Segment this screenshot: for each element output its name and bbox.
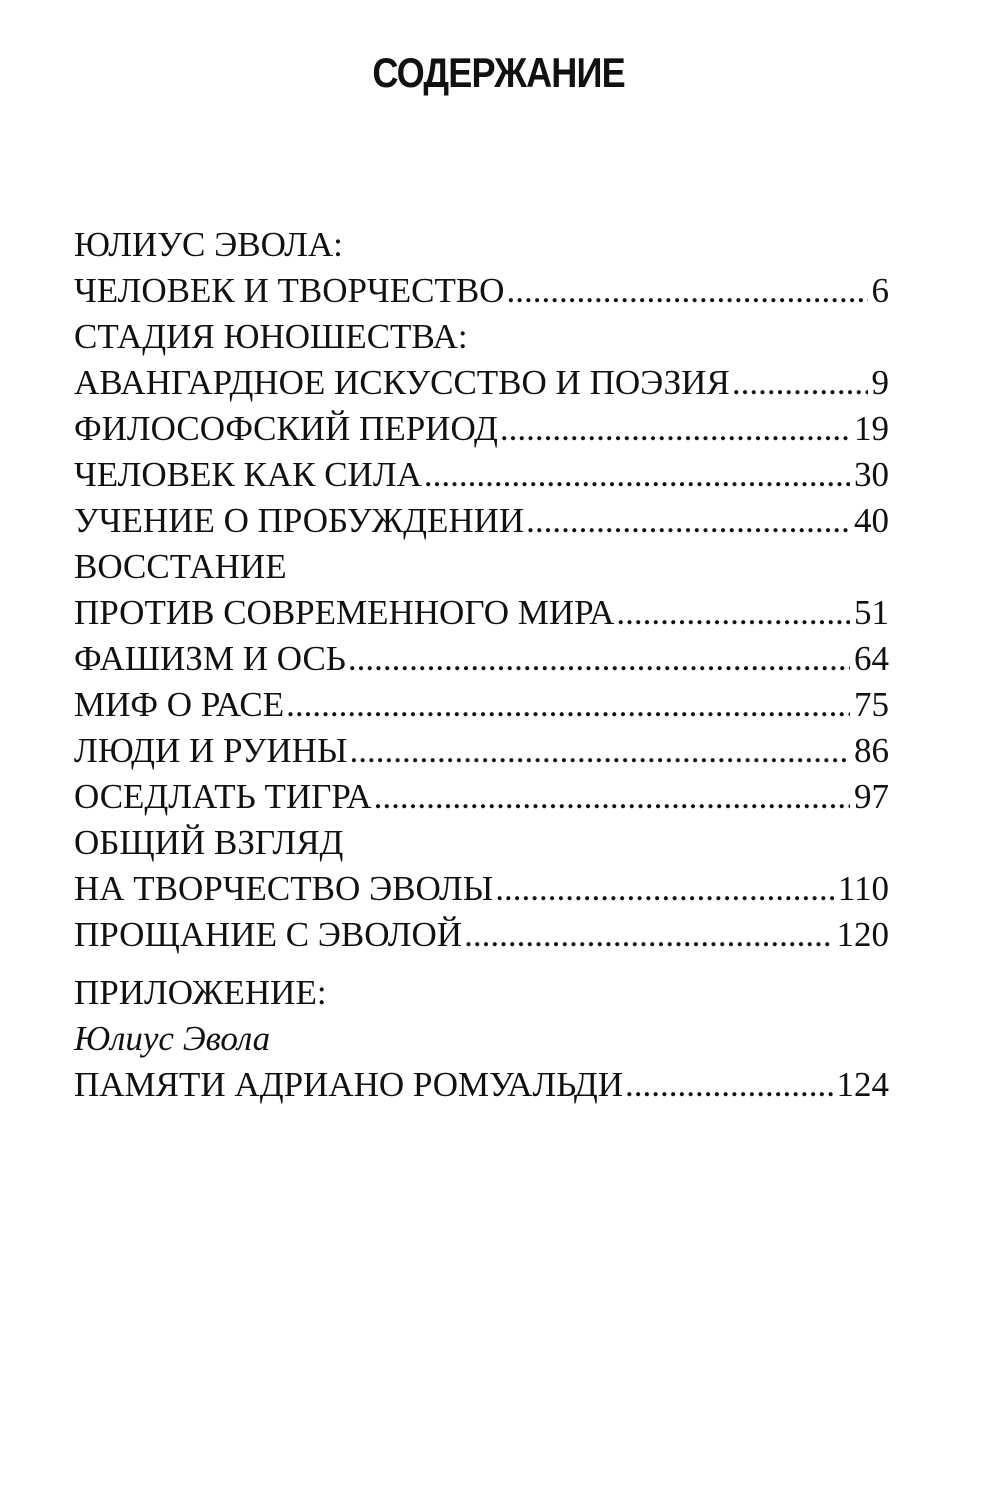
page-number: 9 bbox=[871, 363, 889, 402]
toc-entry bbox=[74, 636, 889, 682]
dot-leader bbox=[500, 406, 850, 452]
dot-leader bbox=[616, 590, 850, 636]
toc-entry-final-line bbox=[74, 268, 889, 314]
toc-entry-final-line bbox=[74, 636, 889, 682]
toc-entry-final-line bbox=[74, 406, 889, 452]
dot-leader bbox=[526, 498, 850, 544]
toc-entry-final-line bbox=[74, 728, 889, 774]
toc-appendix bbox=[74, 970, 889, 1108]
toc-entry bbox=[74, 314, 889, 406]
page-title: СОДЕРЖАНИЕ bbox=[372, 49, 625, 96]
dot-leader bbox=[374, 774, 850, 820]
toc-entry bbox=[74, 682, 889, 728]
toc-entry-final-line bbox=[74, 452, 889, 498]
dot-leader bbox=[464, 912, 832, 958]
page-number: 124 bbox=[836, 1065, 889, 1104]
page-number: 40 bbox=[854, 501, 889, 540]
page-number: 19 bbox=[854, 409, 889, 448]
toc-entry-title: ЧЕЛОВЕК И ТВОРЧЕСТВО bbox=[74, 271, 505, 310]
toc-entry-line: СТАДИЯ ЮНОШЕСТВА: bbox=[74, 317, 468, 356]
page-number: 120 bbox=[836, 915, 889, 954]
toc-entry bbox=[74, 774, 889, 820]
toc-entry-final-line bbox=[74, 774, 889, 820]
toc-entry-title: ЛЮДИ И РУИНЫ bbox=[74, 731, 348, 770]
appendix-heading: ПРИЛОЖЕНИЕ: bbox=[74, 973, 327, 1012]
toc-entry-line: ВОССТАНИЕ bbox=[74, 547, 287, 586]
toc-entry-title: НА ТВОРЧЕСТВО ЭВОЛЫ bbox=[74, 869, 494, 908]
toc-entry-title: ОСЕДЛАТЬ ТИГРА bbox=[74, 777, 372, 816]
toc-entry-final-line bbox=[74, 682, 889, 728]
toc-entry-title: ФИЛОСОФСКИЙ ПЕРИОД bbox=[74, 409, 498, 448]
toc-entry-title: ПАМЯТИ АДРИАНО РОМУАЛЬДИ bbox=[74, 1065, 623, 1104]
page-number: 6 bbox=[871, 271, 889, 310]
toc-entry-title: УЧЕНИЕ О ПРОБУЖДЕНИИ bbox=[74, 501, 525, 540]
page-number: 75 bbox=[854, 685, 889, 724]
toc-entry bbox=[74, 912, 889, 958]
page-number: 110 bbox=[837, 869, 889, 908]
dot-leader bbox=[349, 728, 850, 774]
page-number: 30 bbox=[854, 455, 889, 494]
toc-entry bbox=[74, 820, 889, 912]
toc-entry-title: МИФ О РАСЕ bbox=[74, 685, 285, 724]
toc-entry-title: ПРОТИВ СОВРЕМЕННОГО МИРА bbox=[74, 593, 615, 632]
page-number: 97 bbox=[854, 777, 889, 816]
toc-entry-final-line bbox=[74, 498, 889, 544]
toc-entry-line: ОБЩИЙ ВЗГЛЯД bbox=[74, 823, 344, 862]
toc-entry-title: ЧЕЛОВЕК КАК СИЛА bbox=[74, 455, 422, 494]
toc-entry-final-line bbox=[74, 360, 889, 406]
dot-leader bbox=[495, 866, 834, 912]
dot-leader bbox=[732, 360, 868, 406]
dot-leader bbox=[286, 682, 850, 728]
toc-entry bbox=[74, 452, 889, 498]
page-number: 86 bbox=[854, 731, 889, 770]
dot-leader bbox=[348, 636, 850, 682]
page-number: 51 bbox=[854, 593, 889, 632]
toc-entry-title: АВАНГАРДНОЕ ИСКУССТВО И ПОЭЗИЯ bbox=[74, 363, 730, 402]
dot-leader bbox=[424, 452, 850, 498]
toc-entry bbox=[74, 728, 889, 774]
page-number: 64 bbox=[854, 639, 889, 678]
toc-entry-line: ЮЛИУС ЭВОЛА: bbox=[74, 225, 343, 264]
toc-entry bbox=[74, 498, 889, 544]
toc-entry-final-line bbox=[74, 590, 889, 636]
dot-leader bbox=[506, 268, 867, 314]
toc-entry-title: ПРОЩАНИЕ С ЭВОЛОЙ bbox=[74, 915, 463, 954]
toc-entry-final-line bbox=[74, 866, 889, 912]
toc-entry-final-line bbox=[74, 1062, 889, 1108]
dot-leader bbox=[625, 1062, 833, 1108]
toc-entry bbox=[74, 222, 889, 314]
toc-entry bbox=[74, 544, 889, 636]
toc-entry bbox=[74, 406, 889, 452]
appendix-author: Юлиус Эвола bbox=[74, 1019, 271, 1058]
table-of-contents bbox=[74, 222, 889, 1108]
toc-entry-title: ФАШИЗМ И ОСЬ bbox=[74, 639, 346, 678]
toc-entry-final-line bbox=[74, 912, 889, 958]
